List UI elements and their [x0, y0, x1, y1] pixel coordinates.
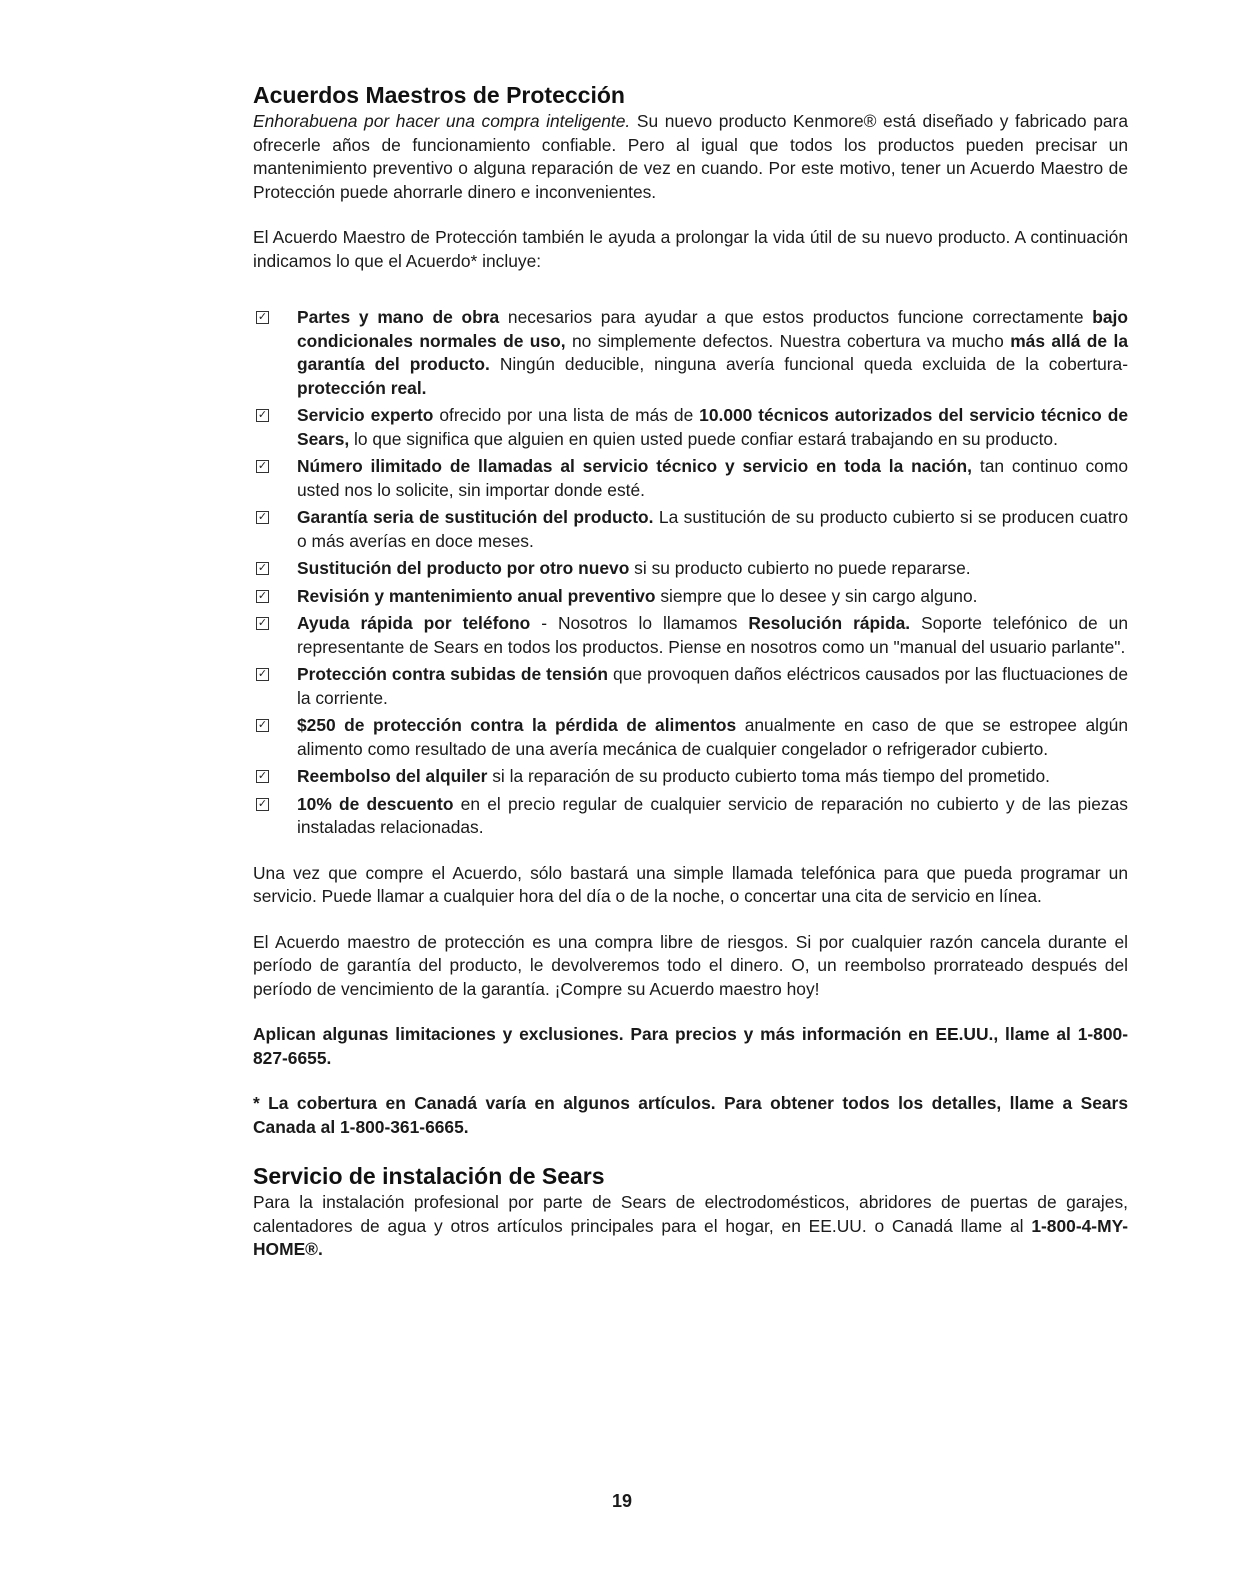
benefit-bold-text: Ayuda rápida por teléfono	[297, 613, 531, 633]
checkbox-icon: ✓	[257, 460, 268, 472]
checkbox-icon: ✓	[257, 797, 268, 810]
benefit-item	[253, 714, 1128, 761]
installation-text: Para la instalación profesional por parte de Sears de electrodomésticos, abridores de puertas de garajes, calentadores de agua y otros artículos principales para el hogar, en EE.UU. o Canadá llame al	[253, 1192, 1128, 1236]
canada-coverage-note: * La cobertura en Canadá varía en algunos artículos. Para obtener todos los detalles, llame a Sears Canada al 1-800-361-6665.	[253, 1093, 1128, 1137]
benefit-text: anualmente en caso de que se estropee algún alimento como resultado de una avería mecánica de cualquier congelador o refrigerador cubierto.	[297, 715, 1129, 759]
benefit-item	[253, 765, 1128, 789]
checkbox-icon: ✓	[257, 770, 268, 782]
benefit-bold-text: Revisión y mantenimiento anual preventivo	[297, 585, 656, 606]
benefit-text: La sustitución de su producto cubierto si se producen cuatro o más averías en doce meses.	[297, 507, 1128, 551]
benefit-bold-text: $250 de protección contra la pérdida de alimentos	[297, 715, 737, 735]
benefits-list	[253, 306, 1128, 840]
checkbox-icon: ✓	[257, 562, 268, 574]
benefit-text: que provoquen daños eléctricos causados por las fluctuaciones de la corriente.	[297, 664, 1128, 708]
benefit-text: lo que significa que alguien en quien usted puede confiar estará trabajando en su producto.	[349, 428, 1058, 449]
benefit-text: en el precio regular de cualquier servicio de reparación no cubierto y de las piezas instaladas relacionadas.	[297, 793, 1128, 837]
benefit-text: siempre que lo desee y sin cargo alguno.	[655, 585, 978, 606]
benefit-bold-text: Sustitución del producto por otro nuevo	[297, 558, 630, 578]
benefit-text: necesarios para ayudar a que estos productos funcione correctamente	[499, 307, 1093, 327]
checkbox-icon: ✓	[257, 668, 268, 680]
section-title-installation: Servicio de instalación de Sears	[253, 1163, 605, 1189]
benefit-bold-text: Reembolso del alquiler	[297, 766, 488, 786]
benefit-bold-text: Protección contra subidas de tensión	[297, 664, 608, 684]
benefit-text: - Nosotros lo llamamos	[530, 613, 749, 633]
checkbox-icon: ✓	[257, 719, 268, 731]
benefit-item	[253, 793, 1128, 840]
page-number: 19	[611, 1491, 633, 1511]
benefit-item	[253, 404, 1128, 451]
benefit-text: tan continuo como usted nos lo solicite, sin importar donde esté.	[297, 456, 1129, 500]
benefit-bold-text: más allá de la garantía del producto.	[297, 330, 1128, 374]
benefit-text: no simplemente defectos. Nuestra cobertura va mucho	[565, 330, 1011, 351]
scheduling-paragraph: Una vez que compre el Acuerdo, sólo bastará una simple llamada telefónica para que pueda programar un servicio. Puede llamar a cualquier hora del día o de la noche, o concertar una cita de servicio en línea.	[253, 862, 1128, 906]
benefit-bold-text: Partes y mano de obra	[297, 307, 500, 327]
benefit-bold-text: bajo condicionales normales de uso,	[297, 307, 1128, 351]
risk-free-paragraph: El Acuerdo maestro de protección es una compra libre de riesgos. Si por cualquier razón cancela durante el período de garantía del producto, le devolveremos todo el dinero. O, un reembolso prorrateado después del período de vencimiento de la garantía. ¡Compre su Acuerdo maestro hoy!	[253, 931, 1128, 999]
benefit-item	[253, 585, 1128, 609]
installation-paragraph	[253, 1191, 1128, 1262]
benefit-item	[253, 455, 1128, 502]
checkbox-icon: ✓	[257, 617, 268, 629]
checkbox-icon: ✓	[257, 409, 268, 421]
benefit-text: si la reparación de su producto cubierto toma más tiempo del prometido.	[487, 766, 1050, 786]
benefit-bold-text: Resolución rápida.	[748, 613, 911, 633]
benefit-text: Soporte telefónico de un representante de Sears en todos los productos. Piense en nosotros como un "manual del usuario parlante".	[297, 613, 1129, 657]
benefit-item	[253, 306, 1128, 400]
section-title-protection: Acuerdos Maestros de Protección	[253, 82, 625, 108]
benefit-item	[253, 612, 1128, 659]
benefit-bold-text: 10.000 técnicos autorizados del servicio técnico de Sears,	[297, 405, 1128, 449]
intro-lead: Enhorabuena por hacer una compra inteligente.	[253, 111, 631, 131]
checkbox-icon: ✓	[257, 511, 268, 523]
benefit-text: si su producto cubierto no puede repararse.	[629, 558, 971, 578]
checkbox-icon: ✓	[257, 311, 268, 323]
intro-paragraph	[253, 110, 1128, 204]
us-limitations-note: Aplican algunas limitaciones y exclusiones. Para precios y más información en EE.UU., llame al 1-800-827-6655.	[253, 1024, 1128, 1068]
benefit-bold-text: 10% de descuento	[297, 793, 454, 814]
benefit-text: Ningún deducible, ninguna avería funcional queda excluida de la cobertura-	[489, 354, 1128, 374]
installation-phone: 1-800-4-MY-HOME®.	[253, 1215, 1128, 1259]
intro-rest: Su nuevo producto Kenmore® está diseñado y fabricado para ofrecerle años de funcionamiento confiable. Pero al igual que todos los productos pueden precisar un mantenimiento preventivo o alguna reparación de vez en cuando. Por este motivo, tener un Acuerdo Maestro de Protección puede ahorrarle dinero e inconvenientes.	[253, 111, 1128, 202]
benefit-bold-text: protección real.	[297, 377, 427, 398]
benefit-item	[253, 506, 1128, 553]
benefit-bold-text: Garantía seria de sustitución del producto.	[297, 507, 654, 527]
benefit-item	[253, 663, 1128, 710]
benefit-bold-text: Servicio experto	[297, 405, 434, 425]
page-content	[253, 80, 1128, 1262]
benefit-item	[253, 557, 1128, 581]
checkbox-icon: ✓	[257, 589, 268, 602]
coverage-paragraph: El Acuerdo Maestro de Protección también le ayuda a prolongar la vida útil de su nuevo producto. A continuación indicamos lo que el Acuerdo* incluye:	[253, 227, 1128, 271]
benefit-bold-text: Número ilimitado de llamadas al servicio técnico y servicio en toda la nación,	[297, 456, 973, 476]
benefit-text: ofrecido por una lista de más de	[433, 405, 700, 425]
